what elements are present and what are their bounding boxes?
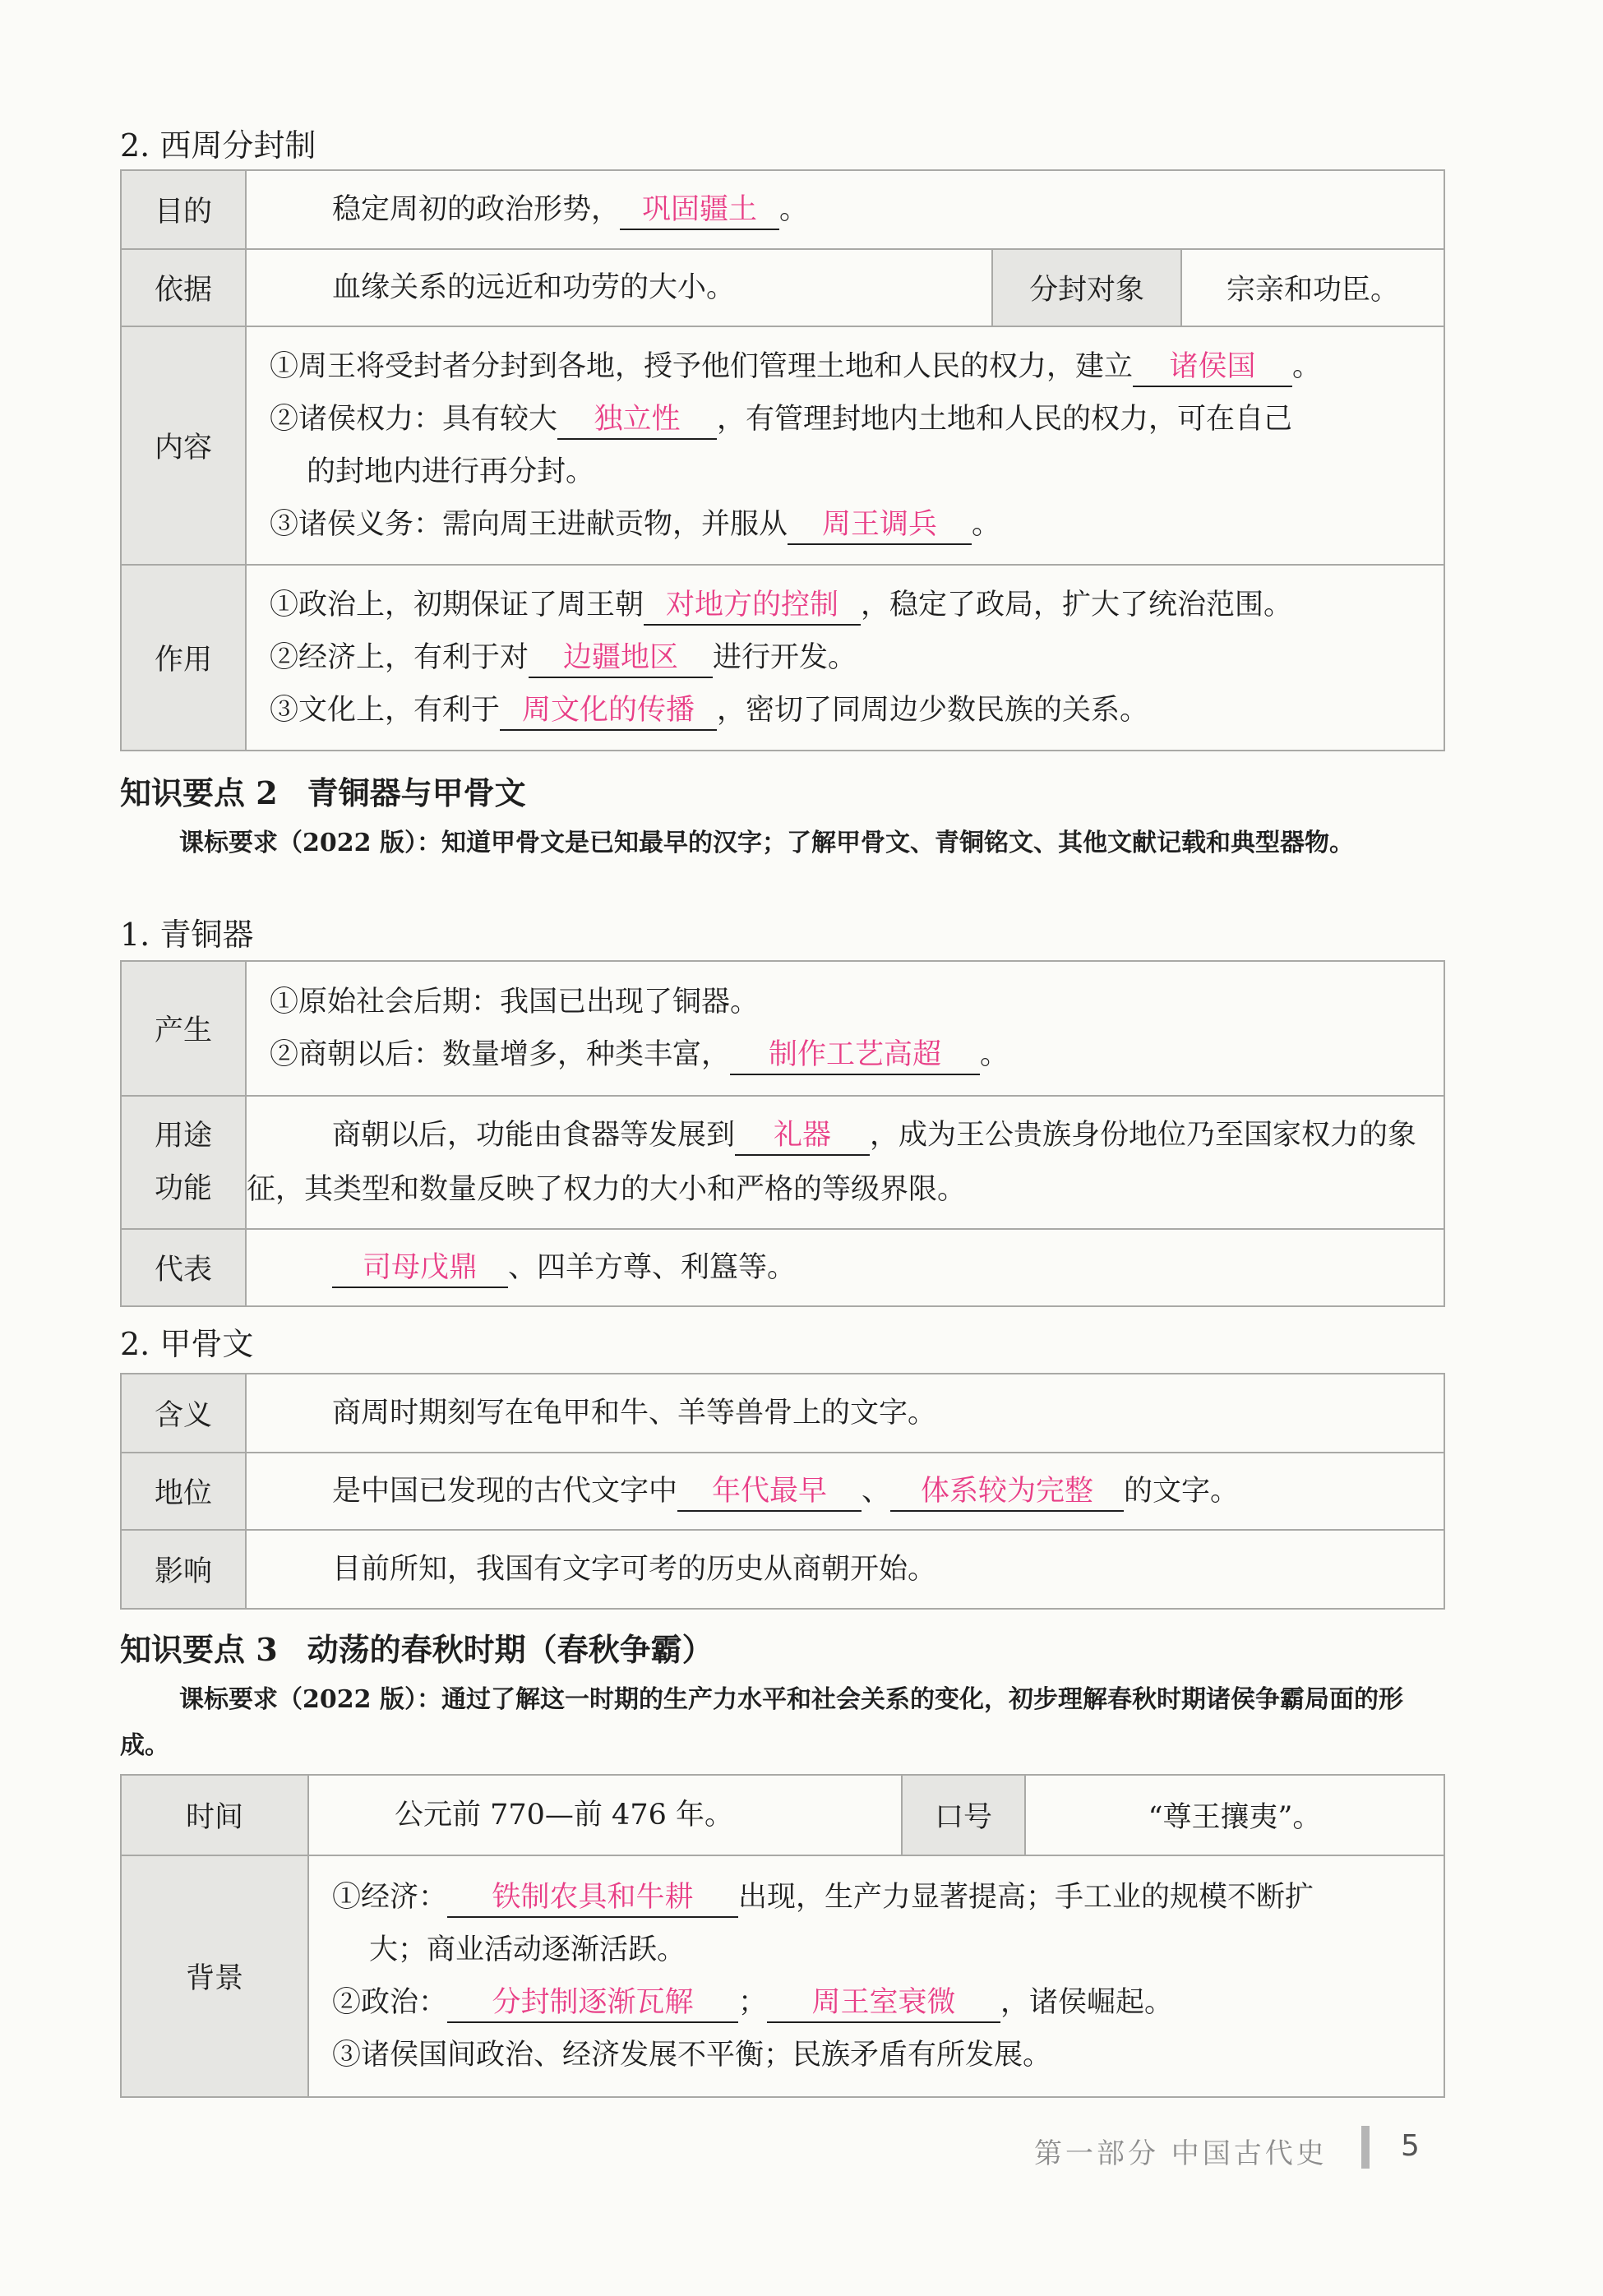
row-representative bbox=[121, 1229, 1444, 1306]
text: ②诸侯权力：具有较大 bbox=[270, 403, 558, 436]
label-basis: 依据 bbox=[121, 249, 246, 326]
knowledge-point-3 bbox=[120, 1624, 714, 1670]
cell-purpose bbox=[246, 170, 1444, 249]
text: 公元前 770—前 476 年。 bbox=[395, 1799, 733, 1832]
footer-section-label: 第一部分 中国古代史 bbox=[1034, 2137, 1328, 2170]
row-basis bbox=[121, 249, 1444, 326]
curriculum-requirement: 课标要求（2022 版）：知道甲骨文是已知最早的汉字；了解甲骨文、青铜铭文、其他文献记载和典型器物。 bbox=[179, 829, 1354, 857]
table-bronze bbox=[120, 960, 1445, 1307]
label-content: 内容 bbox=[121, 326, 246, 565]
section-title-oracle-bone: 2. 甲骨文 bbox=[120, 1326, 254, 1362]
text: ③文化上，有利于 bbox=[270, 694, 501, 727]
text: 商周时期刻写在龟甲和牛、羊等兽骨上的文字。 bbox=[332, 1397, 937, 1430]
table-oracle-bone bbox=[120, 1373, 1445, 1610]
cell-time bbox=[308, 1775, 902, 1855]
label-meaning: 含义 bbox=[121, 1374, 246, 1453]
text: ，密切了同周边少数民族的关系。 bbox=[717, 694, 1149, 727]
text: 。 bbox=[1292, 350, 1322, 383]
text: 、四羊方尊、利簋等。 bbox=[508, 1251, 797, 1284]
answer-blank: 对地方的控制 bbox=[644, 586, 861, 626]
section-title-bronze: 1. 青铜器 bbox=[120, 917, 254, 953]
row-function bbox=[121, 565, 1444, 751]
cell-enfeoffed: 宗亲和功臣。 bbox=[1181, 249, 1444, 326]
curriculum-requirement: 课标要求（2022 版）：通过了解这一时期的生产力水平和社会关系的变化，初步理解春秋时期诸侯争霸局面的形成。 bbox=[120, 1685, 1403, 1760]
cell-slogan: “尊王攘夷”。 bbox=[1025, 1775, 1444, 1855]
row-time bbox=[121, 1775, 1444, 1855]
page-number: 5 bbox=[1401, 2129, 1420, 2163]
row-influence bbox=[121, 1530, 1444, 1609]
label-influence: 影响 bbox=[121, 1530, 246, 1609]
cell-status bbox=[246, 1453, 1444, 1530]
answer-blank: 巩固疆土 bbox=[620, 191, 779, 230]
answer-blank: 铁制农具和牛耕 bbox=[447, 1878, 738, 1918]
text: 商朝以后，功能由食器等发展到 bbox=[332, 1119, 736, 1152]
answer-blank: 边疆地区 bbox=[529, 639, 713, 678]
text: ； bbox=[738, 1986, 768, 2019]
row-purpose bbox=[121, 170, 1444, 249]
label-status: 地位 bbox=[121, 1453, 246, 1530]
label-use-a: 用途 bbox=[154, 1120, 212, 1153]
text: ③诸侯义务：需向周王进献贡物，并服从 bbox=[270, 508, 788, 541]
text: ，诸侯崛起。 bbox=[1000, 1986, 1174, 2019]
text: 大；商业活动逐渐活跃。 bbox=[369, 1933, 686, 1966]
kp-title: 动荡的春秋时期（春秋争霸） bbox=[307, 1631, 714, 1668]
text: ②商朝以后：数量增多，种类丰富， bbox=[270, 1038, 731, 1071]
text: 。 bbox=[980, 1038, 1009, 1071]
footer-divider bbox=[1361, 2126, 1370, 2169]
row-meaning bbox=[121, 1374, 1444, 1453]
cell-basis bbox=[246, 249, 992, 326]
text: ①政治上，初期保证了周王朝 bbox=[270, 589, 644, 621]
kp-title: 青铜器与甲骨文 bbox=[307, 774, 526, 811]
answer-blank: 年代最早 bbox=[677, 1472, 862, 1512]
cell-function bbox=[246, 565, 1444, 751]
text: 稳定周初的政治形势， bbox=[332, 193, 621, 226]
text: ，成为王公贵族身份地位乃至国家权力的象征，其类型和数量反映了权力的大小和严格的等级界限。 bbox=[247, 1119, 1417, 1206]
text: 的封地内进行再分封。 bbox=[307, 455, 595, 488]
text: 是中国已发现的古代文字中 bbox=[332, 1475, 678, 1508]
row-status bbox=[121, 1453, 1444, 1530]
cell-influence bbox=[246, 1530, 1444, 1609]
label-use-b: 功能 bbox=[154, 1172, 212, 1205]
text: 的文字。 bbox=[1124, 1475, 1240, 1508]
text: 目前所知，我国有文字可考的历史从商朝开始。 bbox=[332, 1553, 937, 1586]
cell-representative bbox=[246, 1229, 1444, 1306]
table-spring-autumn bbox=[120, 1774, 1445, 2098]
row-background bbox=[121, 1855, 1444, 2097]
label-purpose: 目的 bbox=[121, 170, 246, 249]
text: 。 bbox=[972, 508, 1001, 541]
text: ①原始社会后期：我国已出现了铜器。 bbox=[270, 986, 760, 1019]
label-enfeoffed: 分封对象 bbox=[992, 249, 1181, 326]
text: ③诸侯国间政治、经济发展不平衡；民族矛盾有所发展。 bbox=[332, 2039, 1052, 2072]
text: ①周王将受封者分封到各地，授予他们管理土地和人民的权力，建立 bbox=[270, 350, 1134, 383]
cell-background bbox=[308, 1855, 1444, 2097]
cell-use bbox=[246, 1096, 1444, 1229]
cell-meaning bbox=[246, 1374, 1444, 1453]
kp-label: 知识要点 2 bbox=[120, 774, 278, 811]
section-title-feudal-system: 2. 西周分封制 bbox=[120, 127, 316, 164]
answer-blank: 司母戊鼎 bbox=[332, 1249, 508, 1288]
row-use bbox=[121, 1096, 1444, 1229]
text: 血缘关系的远近和功劳的大小。 bbox=[332, 271, 736, 304]
kp-label: 知识要点 3 bbox=[120, 1631, 278, 1668]
cell-origin bbox=[246, 961, 1444, 1096]
text: ②经济上，有利于对 bbox=[270, 641, 529, 674]
label-representative: 代表 bbox=[121, 1229, 246, 1306]
answer-blank: 周文化的传播 bbox=[500, 691, 717, 731]
label-background: 背景 bbox=[121, 1855, 308, 2097]
text: ，有管理封地内土地和人民的权力，可在自己 bbox=[717, 403, 1293, 436]
row-origin bbox=[121, 961, 1444, 1096]
answer-blank: 周王调兵 bbox=[788, 506, 972, 545]
label-slogan: 口号 bbox=[902, 1775, 1025, 1855]
text: ，稳定了政局，扩大了统治范围。 bbox=[861, 589, 1293, 621]
answer-blank: 独立性 bbox=[557, 400, 717, 440]
answer-blank: 礼器 bbox=[735, 1116, 870, 1156]
text: 、 bbox=[862, 1475, 891, 1508]
answer-blank: 分封制逐渐瓦解 bbox=[447, 1984, 738, 2023]
text: 出现，生产力显著提高；手工业的规模不断扩 bbox=[738, 1881, 1314, 1914]
label-use bbox=[121, 1096, 246, 1229]
row-content bbox=[121, 326, 1444, 565]
answer-blank: 周王室衰微 bbox=[767, 1984, 1000, 2023]
label-time: 时间 bbox=[121, 1775, 308, 1855]
table-feudal-system bbox=[120, 169, 1445, 751]
knowledge-point-2 bbox=[120, 768, 526, 813]
text: 进行开发。 bbox=[713, 641, 857, 674]
text: ②政治： bbox=[332, 1986, 448, 2019]
text: ①经济： bbox=[332, 1881, 448, 1914]
cell-content bbox=[246, 326, 1444, 565]
label-function: 作用 bbox=[121, 565, 246, 751]
text: 。 bbox=[779, 193, 809, 226]
answer-blank: 体系较为完整 bbox=[890, 1472, 1124, 1512]
label-origin: 产生 bbox=[121, 961, 246, 1096]
answer-blank: 诸侯国 bbox=[1133, 348, 1292, 387]
answer-blank: 制作工艺高超 bbox=[730, 1036, 980, 1075]
